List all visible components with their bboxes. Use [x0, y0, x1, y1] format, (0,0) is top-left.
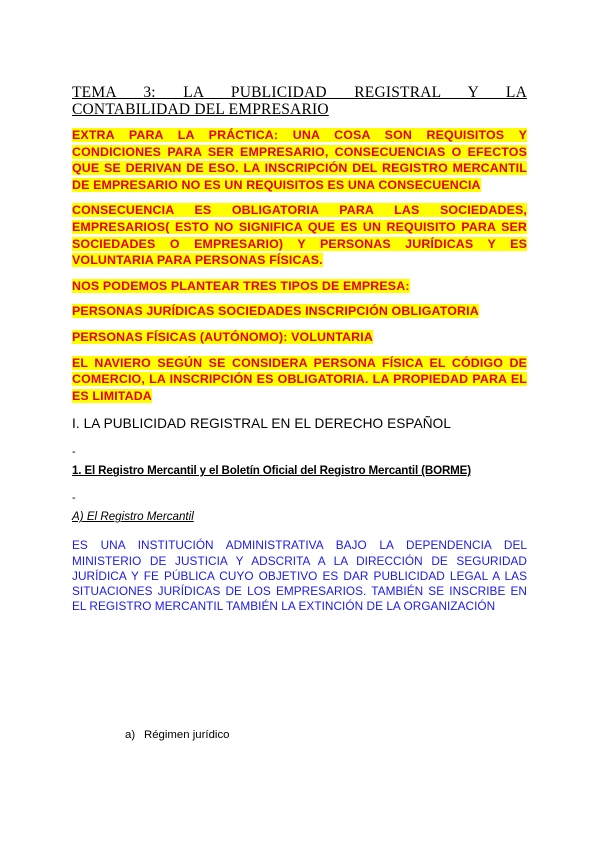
document-page — [72, 84, 527, 614]
title-line-1: TEMA 3: LA PUBLICIDAD REGISTRAL Y LA — [72, 84, 527, 101]
subsection-heading: 1. El Registro Mercantil y el Boletín Oficial del Registro Mercantil (BORME) — [72, 464, 471, 478]
dash-separator: - — [72, 492, 76, 505]
paragraph-personas-juridicas — [72, 303, 527, 320]
highlight-text: PERSONAS FÍSICAS (AUTÓNOMO): VOLUNTARIA — [72, 329, 373, 344]
highlight-text: EXTRA PARA LA PRÁCTICA: UNA COSA SON REQUISITOS Y CONDICIONES PARA SER EMPRESARIO, CONSECUENCIAS O EFECTOS QUE SE DERIVAN DE ESO. — [72, 128, 527, 176]
paragraph-tipos-empresa — [72, 278, 527, 295]
list-item-text: Régimen jurídico — [144, 729, 230, 741]
highlight-text: CONSECUENCIA ES OBLIGATORIA PARA LAS SOCIEDADES, EMPRESARIOS( ESTO NO SIGNIFICA QUE ES UN REQUISITO PARA SER SOCIEDADES O EMPRESARIO) Y PERSONAS JURÍDICAS Y ES VOLUNTARIA PARA PERSONAS FÍSICAS. — [72, 203, 527, 268]
highlight-text: EL NAVIERO SEGÚN SE CONSIDERA PERSONA FÍSICA EL CÓDIGO DE COMERCIO, LA INSCRIPCIÓN ES OBLIGATORIA. LA PROPIEDAD PARA EL ES LIMITADA — [72, 355, 527, 403]
dash-separator: - — [72, 446, 76, 459]
document-title — [72, 84, 527, 118]
list-marker: a) — [125, 729, 136, 741]
paragraph-naviero — [72, 355, 527, 405]
paragraph-requisitos — [72, 127, 527, 193]
highlight-text: LA INSCRIPCIÓN DEL REGISTRO MERCANTIL DE EMPRESARIO NO ES UN REQUISITOS ES UNA CONSECUENCIA — [72, 161, 527, 192]
registro-mercantil-definition: ES UNA INSTITUCIÓN ADMINISTRATIVA BAJO LA DEPENDENCIA DEL MINISTERIO DE JUSTICIA Y ADSCRITA A LA DIRECCIÓN DE SEGURIDAD JURÍDICA Y FE PÚBLICA CUYO OBJETIVO ES DAR PUBLICIDAD LEGAL A LAS SITUACIONES JURÍDICAS DE LOS EMPRESARIOS. TAMBIÉN SE INSCRIBE EN EL REGISTRO MERCANTIL TAMBIÉN LA EXTINCIÓN DE LA ORGANIZACIÓN — [72, 538, 527, 614]
subsection-a-heading: A) El Registro Mercantil — [72, 510, 194, 524]
section-heading: I. LA PUBLICIDAD REGISTRAL EN EL DERECHO ESPAÑOL — [72, 416, 451, 432]
highlight-text: PERSONAS JURÍDICAS SOCIEDADES INSCRIPCIÓN OBLIGATORIA — [72, 304, 479, 319]
highlight-text: NOS PODEMOS PLANTEAR TRES TIPOS DE EMPRESA: — [72, 278, 410, 293]
paragraph-consecuencia — [72, 202, 527, 268]
list-item — [125, 728, 229, 742]
title-line-2: CONTABILIDAD DEL EMPRESARIO — [72, 101, 329, 118]
paragraph-personas-fisicas — [72, 329, 527, 346]
